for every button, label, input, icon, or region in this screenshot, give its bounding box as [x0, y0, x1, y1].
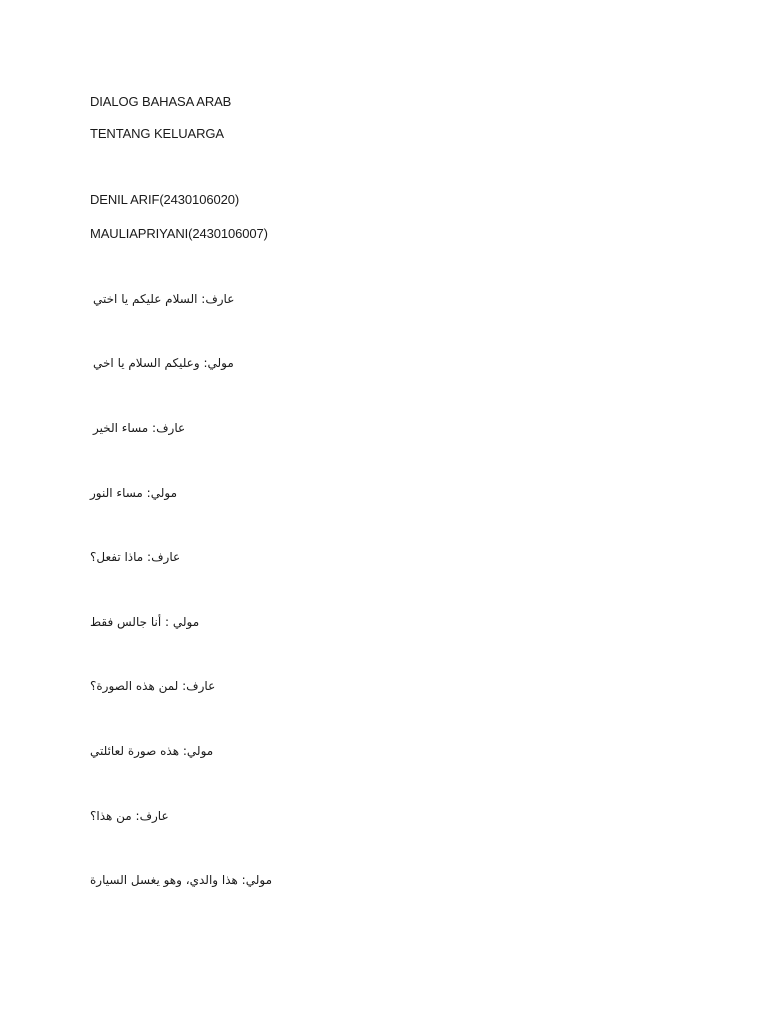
dialog-line: مولي: هذا والدي، وهو يغسل السيارة: [90, 873, 273, 887]
dialog-line: مولي: وعليكم السلام يا اخي: [93, 356, 234, 370]
author-name-1: DENIL ARIF(2430106020): [90, 192, 240, 207]
dialog-line: مولي: هذه صورة لعائلتي: [90, 744, 214, 758]
document-title: DIALOG BAHASA ARAB: [90, 94, 232, 109]
dialog-line: مولي: مساء النور: [90, 486, 177, 500]
dialog-line: مولي : أنا جالس فقط: [90, 615, 200, 629]
dialog-line: عارف: لمن هذه الصورة؟: [90, 679, 216, 693]
dialog-line: عارف: مساء الخير: [93, 421, 186, 435]
author-name-2: MAULIAPRIYANI(2430106007): [90, 226, 268, 241]
dialog-line: عارف: السلام عليكم يا اختي: [93, 292, 235, 306]
document-subtitle: TENTANG KELUARGA: [90, 126, 224, 141]
dialog-line: عارف: من هذا؟: [90, 809, 169, 823]
dialog-line: عارف: ماذا تفعل؟: [90, 550, 181, 564]
